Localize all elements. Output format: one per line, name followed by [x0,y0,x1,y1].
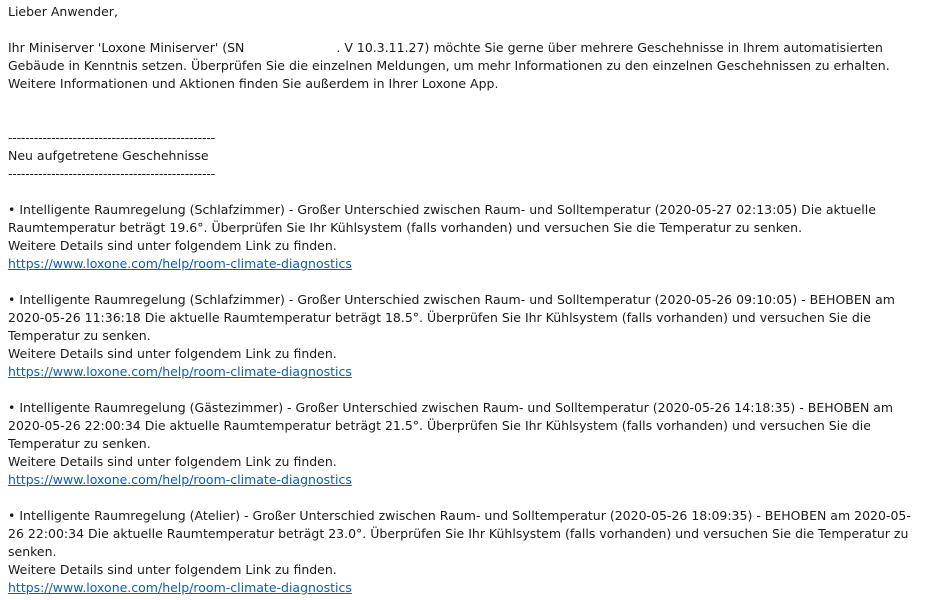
greeting: Lieber Anwender, [8,4,118,19]
event-text: • Intelligente Raumregelung (Schlafzimmer) - Großer Unterschied zwischen Raum- und Solltemperatur (2020-05-27 02:13:05) Die aktuelle Raumtemperatur beträgt 19.6°. Überprüfen Sie Ihr Kühlsystem (falls vorhanden) und versuchen Sie die Temperatur zu senken. [8,202,876,235]
event-details: Weitere Details sind unter folgendem Link zu finden. [8,346,337,361]
diagnostics-link[interactable]: https://www.loxone.com/help/room-climate-diagnostics [8,256,352,271]
intro-line-app: Weitere Informationen und Aktionen finden Sie außerdem in Ihrer Loxone App. [8,76,499,91]
event-text: • Intelligente Raumregelung (Gästezimmer) - Großer Unterschied zwischen Raum- und Solltemperatur (2020-05-26 14:18:35) - BEHOBEN am 2020-05-26 22:00:34 Die aktuelle Raumtemperatur beträgt 21.5°. Überprüfen Sie Ihr Kühlsystem (falls vorhanden) und versuchen Sie die Temperatur zu senken. [8,400,894,451]
event-item [8,507,918,597]
spacer [8,183,918,201]
diagnostics-link[interactable]: https://www.loxone.com/help/room-climate-diagnostics [8,580,352,595]
event-details: Weitere Details sind unter folgendem Link zu finden. [8,238,337,253]
intro-paragraph [8,39,918,75]
separator-bottom: ------------------------------------------------ [8,166,215,181]
event-details: Weitere Details sind unter folgendem Link zu finden. [8,454,337,469]
spacer [8,93,918,129]
spacer [8,381,918,399]
intro-prefix: Ihr Miniserver 'Loxone Miniserver' (SN [8,40,245,55]
spacer [8,21,918,39]
spacer [8,273,918,291]
event-item [8,399,918,489]
event-item [8,201,918,273]
event-details: Weitere Details sind unter folgendem Link zu finden. [8,562,337,577]
event-text: • Intelligente Raumregelung (Atelier) - Großer Unterschied zwischen Raum- und Solltemperatur (2020-05-26 18:09:35) - BEHOBEN am 2020-05-26 22:00:34 Die aktuelle Raumtemperatur beträgt 23.0°. Überprüfen Sie Ihr Kühlsystem (falls vorhanden) und versuchen Sie die Temperatur zu senken. [8,508,911,559]
event-item [8,291,918,381]
diagnostics-link[interactable]: https://www.loxone.com/help/room-climate-diagnostics [8,472,352,487]
diagnostics-link[interactable]: https://www.loxone.com/help/room-climate-diagnostics [8,364,352,379]
intro-suffix: . V 10.3.11.27) möchte Sie gerne über mehrere Geschehnisse in Ihrem automatisierten Gebäude in Kenntnis setzen. Überprüfen Sie die einzelnen Meldungen, um mehr Informationen zu den einzelnen Geschehnissen zu erhalten. [8,40,890,73]
event-text: • Intelligente Raumregelung (Schlafzimmer) - Großer Unterschied zwischen Raum- und Solltemperatur (2020-05-26 09:10:05) - BEHOBEN am 2020-05-26 11:36:18 Die aktuelle Raumtemperatur beträgt 18.5°. Überprüfen Sie Ihr Kühlsystem (falls vorhanden) und versuchen Sie die Temperatur zu senken. [8,292,895,343]
spacer [8,489,918,507]
separator-top: ------------------------------------------------ [8,130,215,145]
section-title: Neu aufgetretene Geschehnisse [8,148,209,163]
